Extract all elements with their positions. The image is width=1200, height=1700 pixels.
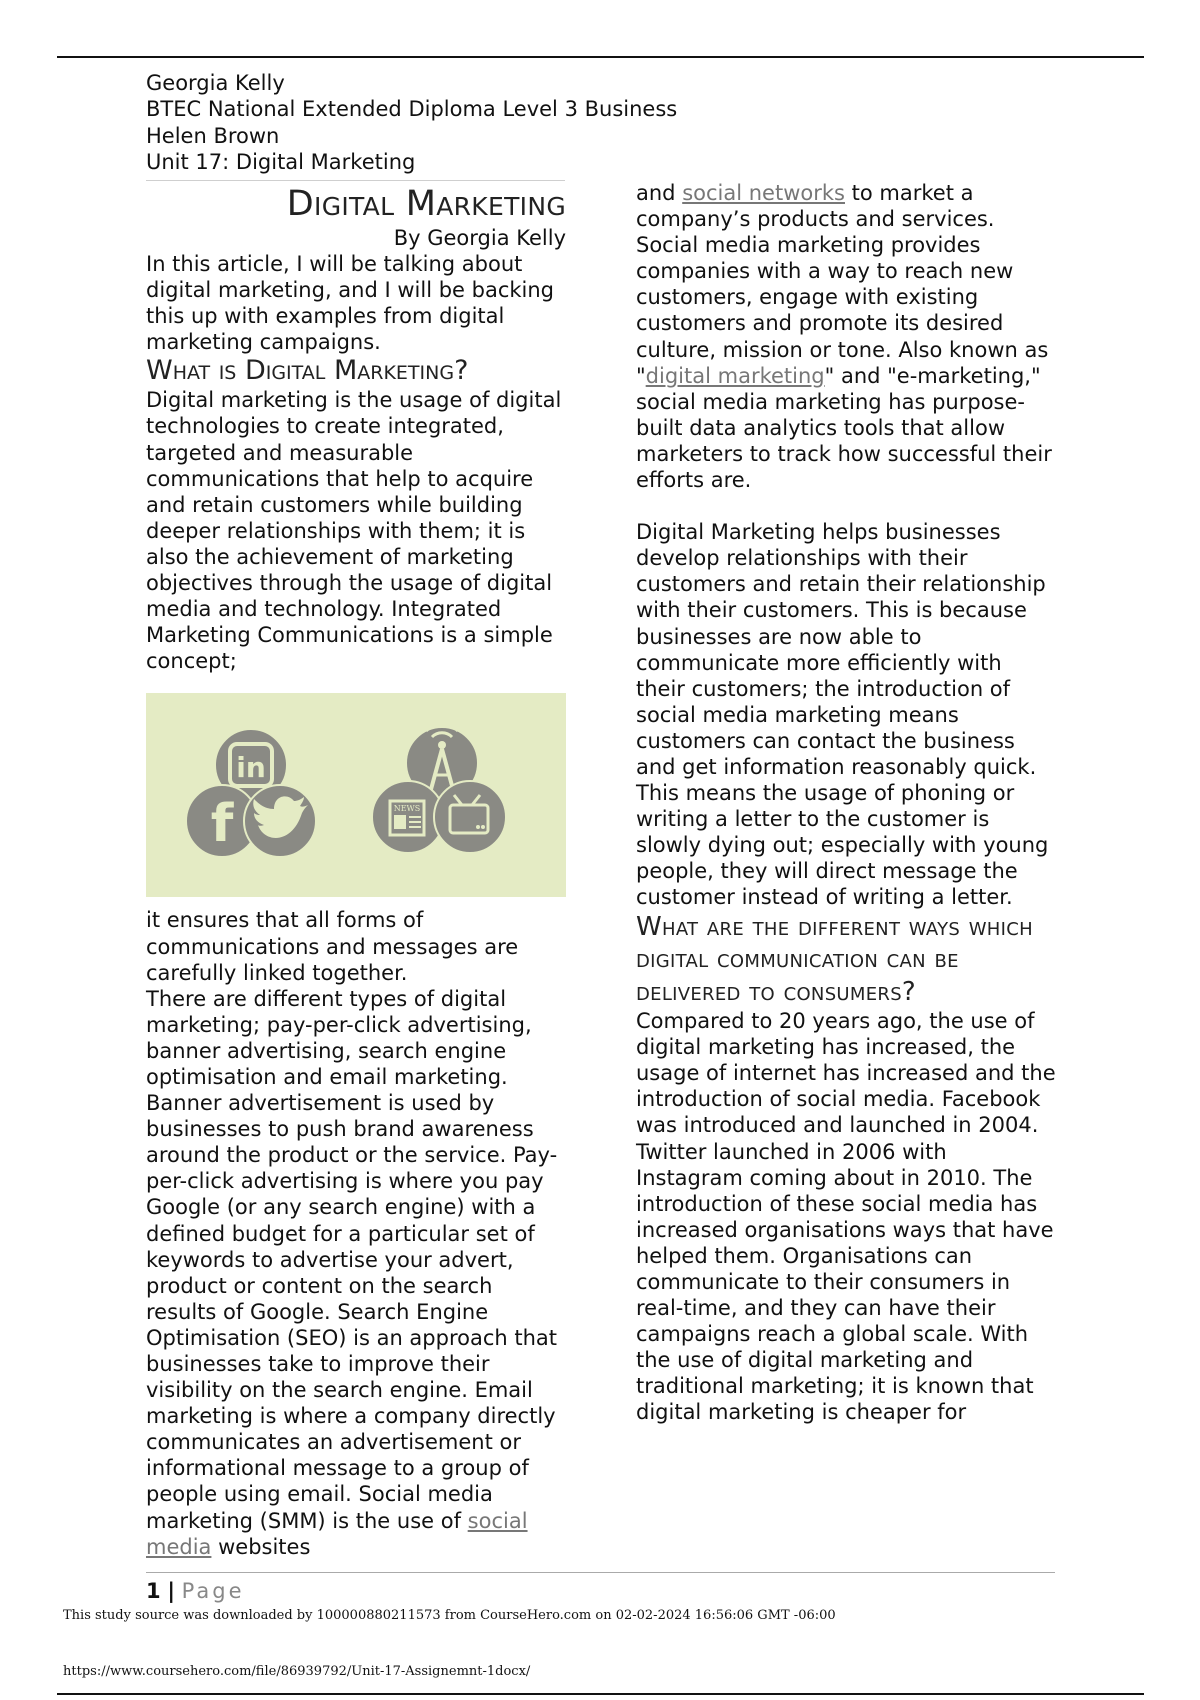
document-header <box>146 70 846 176</box>
linkedin-label: in <box>236 751 266 785</box>
smm-text-end: " and "e-marketing," social media marketing has purpose-built data analytics tools that allow marketers to track how successful their efforts are. <box>636 363 1052 493</box>
right-column <box>636 180 1056 1426</box>
social-media-link[interactable]: social media <box>146 1508 528 1559</box>
footer-divider <box>146 1572 1055 1573</box>
page-label: Page <box>181 1579 245 1603</box>
television-icon <box>434 781 506 853</box>
smm-text-middle: to market a company’s products and services. Social media marketing provides companies with a way to reach new customers, engage with existing customers and promote its desired culture, mission or tone. Also known as " <box>636 181 1049 388</box>
article-byline: By Georgia Kelly <box>393 226 566 250</box>
unit-title: Unit 17: Digital Marketing <box>146 150 416 175</box>
types-paragraph <box>146 986 566 1560</box>
imc-paragraph: it ensures that all forms of communications and messages are carefully linked together. <box>146 908 519 985</box>
twitter-icon <box>244 785 316 857</box>
page-number-value: 1 <box>146 1579 161 1603</box>
source-url[interactable]: https://www.coursehero.com/file/86939792/Unit-17-Assignemnt-1docx/ <box>63 1664 531 1679</box>
heading-what-is-digital-marketing: What is Digital Marketing? <box>146 355 469 387</box>
course-name: BTEC National Extended Diploma Level 3 Business <box>146 97 678 122</box>
types-text: There are different types of digital marketing; pay-per-click advertising, banner advertising, search engine optimisation and email marketing. Banner advertisement is used by businesses to push brand awareness around the product or the service. Pay-per-click advertising is where you pay Google (or any search engine) with a defined budget for a particular set of keywords to advertise your advert, product or content on the search results of Google. Search Engine Optimisation (SEO) is an approach that businesses take to improve their visibility on the search engine. Email marketing is where a company directly communicates an advertisement or informational message to a group of people using email. Social media marketing (SMM) is the use of <box>146 986 558 1533</box>
heading-delivery-ways: What are the different ways which digital communication can be delivered to consumers? <box>636 911 1033 1007</box>
teacher-name: Helen Brown <box>146 123 280 148</box>
article-title: Digital Marketing <box>286 184 566 224</box>
social-networks-link[interactable]: social networks <box>682 181 845 205</box>
illustration-svg <box>146 693 566 897</box>
facebook-label: f <box>210 794 234 855</box>
download-notice: This study source was downloaded by 100000880211573 from CourseHero.com on 02-02-2024 16:56:06 GMT -06:00 <box>63 1608 836 1623</box>
relationships-paragraph: Digital Marketing helps businesses develop relationships with their customers and retain their relationship with their customers. This is because businesses are now able to communicate more efficiently with their customers; the introduction of social media marketing means customers can contact the business and get information reasonably quick. This means the usage of phoning or writing a letter to the customer is slowly dying out; especially with young people, they will direct message the customer instead of writing a letter. <box>636 520 1049 910</box>
newspaper-label: NEWS <box>393 804 421 814</box>
digital-marketing-link[interactable]: digital marketing <box>645 363 825 388</box>
smm-text-start: and <box>636 181 676 205</box>
definition-paragraph: Digital marketing is the usage of digital technologies to create integrated, targeted and measurable communications that help to acquire and retain customers while building deeper relationships with them; it is also the achievement of marketing objectives through the usage of digital media and technology. Integrated Marketing Communications is a simple concept; <box>146 388 562 674</box>
types-text-end: websites <box>218 1534 311 1559</box>
smm-paragraph <box>636 180 1056 493</box>
top-rule <box>57 56 1144 58</box>
page-separator: | <box>167 1579 175 1603</box>
paragraph-gap <box>636 493 1056 519</box>
history-paragraph: Compared to 20 years ago, the use of digital marketing has increased, the usage of internet has increased and the introduction of social media. Facebook was introduced and launched in 2004. Twitter launched in 2006 with Instagram coming about in 2010. The introduction of these social media has increased organisations ways that have helped them. Organisations can communicate to their consumers in real-time, and they can have their campaigns reach a global scale. With the use of digital marketing and traditional marketing; it is known that digital marketing is cheaper for <box>636 1009 1056 1425</box>
bottom-rule <box>57 1693 1144 1695</box>
left-column <box>146 180 566 1560</box>
intro-paragraph: In this article, I will be talking about digital marketing, and I will be backing this up with examples from digital marketing campaigns. <box>146 252 555 355</box>
social-media-illustration <box>146 693 566 897</box>
author-name: Georgia Kelly <box>146 71 285 95</box>
page-number <box>146 1578 245 1604</box>
